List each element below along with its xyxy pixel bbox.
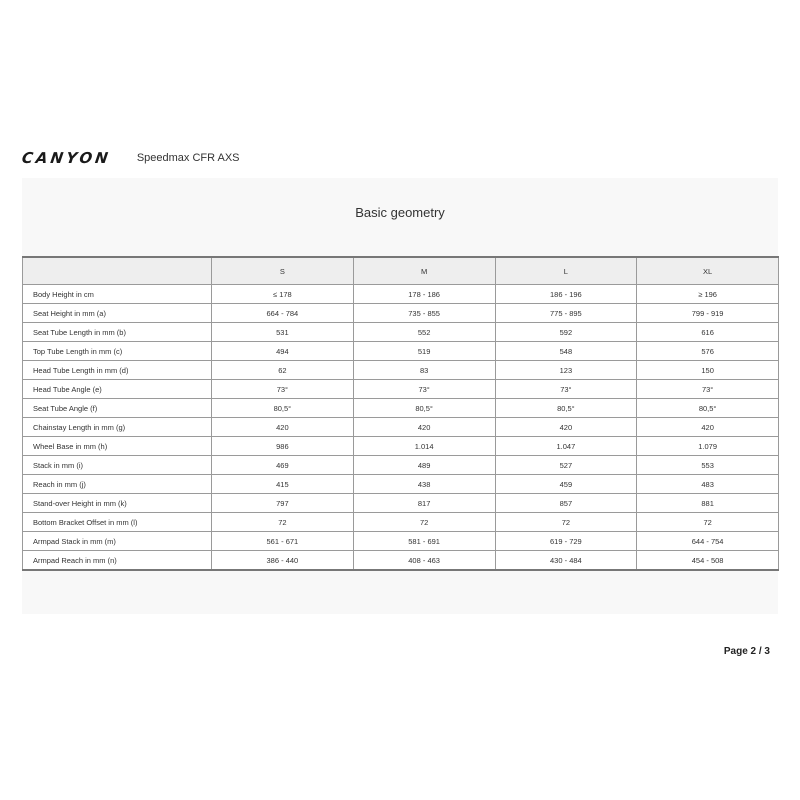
table-cell: 123	[495, 361, 637, 380]
table-row	[23, 323, 779, 342]
table-header-cell: M	[353, 257, 495, 285]
table-row	[23, 513, 779, 532]
table-header-cell: XL	[637, 257, 779, 285]
table-cell: 408 - 463	[353, 551, 495, 571]
row-label: Seat Height in mm (a)	[23, 304, 212, 323]
table-cell: 386 - 440	[212, 551, 354, 571]
table-cell: 1.047	[495, 437, 637, 456]
table-cell: 80,5°	[353, 399, 495, 418]
table-cell: 72	[353, 513, 495, 532]
table-row	[23, 551, 779, 571]
table-cell: 519	[353, 342, 495, 361]
table-cell: 420	[637, 418, 779, 437]
table-cell: 527	[495, 456, 637, 475]
table-row	[23, 342, 779, 361]
table-cell: 531	[212, 323, 354, 342]
table-cell: ≤ 178	[212, 285, 354, 304]
table-cell: 483	[637, 475, 779, 494]
table-row	[23, 532, 779, 551]
table-cell: 438	[353, 475, 495, 494]
table-cell: 1.014	[353, 437, 495, 456]
table-row	[23, 304, 779, 323]
geometry-table	[22, 256, 779, 571]
table-cell: 799 - 919	[637, 304, 779, 323]
table-cell: 494	[212, 342, 354, 361]
table-cell: 552	[353, 323, 495, 342]
document-header	[22, 146, 240, 170]
table-header-cell: S	[212, 257, 354, 285]
table-cell: 72	[212, 513, 354, 532]
table-cell: 644 - 754	[637, 532, 779, 551]
table-cell: 548	[495, 342, 637, 361]
row-label: Head Tube Angle (e)	[23, 380, 212, 399]
model-name: Speedmax CFR AXS	[136, 152, 240, 164]
table-cell: 454 - 508	[637, 551, 779, 571]
row-label: Head Tube Length in mm (d)	[23, 361, 212, 380]
table-cell: 80,5°	[212, 399, 354, 418]
row-label: Seat Tube Angle (f)	[23, 399, 212, 418]
table-cell: 72	[495, 513, 637, 532]
table-cell: 83	[353, 361, 495, 380]
page-number: Page 2 / 3	[723, 646, 770, 657]
table-cell: 616	[637, 323, 779, 342]
table-cell: 72	[637, 513, 779, 532]
table-cell: 80,5°	[637, 399, 779, 418]
table-cell: 664 - 784	[212, 304, 354, 323]
table-header-row	[23, 257, 779, 285]
table-cell: ≥ 196	[637, 285, 779, 304]
table-row	[23, 475, 779, 494]
row-label: Wheel Base in mm (h)	[23, 437, 212, 456]
table-cell: 73°	[353, 380, 495, 399]
table-cell: 186 - 196	[495, 285, 637, 304]
row-label: Chainstay Length in mm (g)	[23, 418, 212, 437]
table-cell: 415	[212, 475, 354, 494]
table-row	[23, 437, 779, 456]
table-row	[23, 285, 779, 304]
table-cell: 576	[637, 342, 779, 361]
table-cell: 420	[212, 418, 354, 437]
table-row	[23, 361, 779, 380]
row-label: Armpad Reach in mm (n)	[23, 551, 212, 571]
table-cell: 797	[212, 494, 354, 513]
row-label: Armpad Stack in mm (m)	[23, 532, 212, 551]
table-header-cell: L	[495, 257, 637, 285]
row-label: Reach in mm (j)	[23, 475, 212, 494]
row-label: Seat Tube Length in mm (b)	[23, 323, 212, 342]
table-cell: 489	[353, 456, 495, 475]
table-cell: 420	[353, 418, 495, 437]
table-row	[23, 380, 779, 399]
table-cell: 420	[495, 418, 637, 437]
table-cell: 619 - 729	[495, 532, 637, 551]
row-label: Top Tube Length in mm (c)	[23, 342, 212, 361]
page-title: Basic geometry	[355, 205, 445, 220]
table-row	[23, 494, 779, 513]
table-cell: 857	[495, 494, 637, 513]
table-cell: 592	[495, 323, 637, 342]
table-cell: 986	[212, 437, 354, 456]
table-cell: 150	[637, 361, 779, 380]
table-row	[23, 456, 779, 475]
table-header-corner	[23, 257, 212, 285]
row-label: Stand-over Height in mm (k)	[23, 494, 212, 513]
table-cell: 73°	[212, 380, 354, 399]
table-row	[23, 399, 779, 418]
table-cell: 80,5°	[495, 399, 637, 418]
table-cell: 561 - 671	[212, 532, 354, 551]
table-cell: 178 - 186	[353, 285, 495, 304]
table-body	[23, 285, 779, 571]
row-label: Bottom Bracket Offset in mm (l)	[23, 513, 212, 532]
row-label: Stack in mm (i)	[23, 456, 212, 475]
table-cell: 430 - 484	[495, 551, 637, 571]
table-cell: 553	[637, 456, 779, 475]
table-cell: 581 - 691	[353, 532, 495, 551]
table-row	[23, 418, 779, 437]
table-cell: 459	[495, 475, 637, 494]
table-cell: 73°	[637, 380, 779, 399]
table-cell: 73°	[495, 380, 637, 399]
table-cell: 881	[637, 494, 779, 513]
row-label: Body Height in cm	[23, 285, 212, 304]
table-cell: 1.079	[637, 437, 779, 456]
table-cell: 62	[212, 361, 354, 380]
canyon-logo: CANYON	[20, 149, 113, 167]
table-cell: 735 - 855	[353, 304, 495, 323]
table-cell: 817	[353, 494, 495, 513]
table-cell: 775 - 895	[495, 304, 637, 323]
table-cell: 469	[212, 456, 354, 475]
